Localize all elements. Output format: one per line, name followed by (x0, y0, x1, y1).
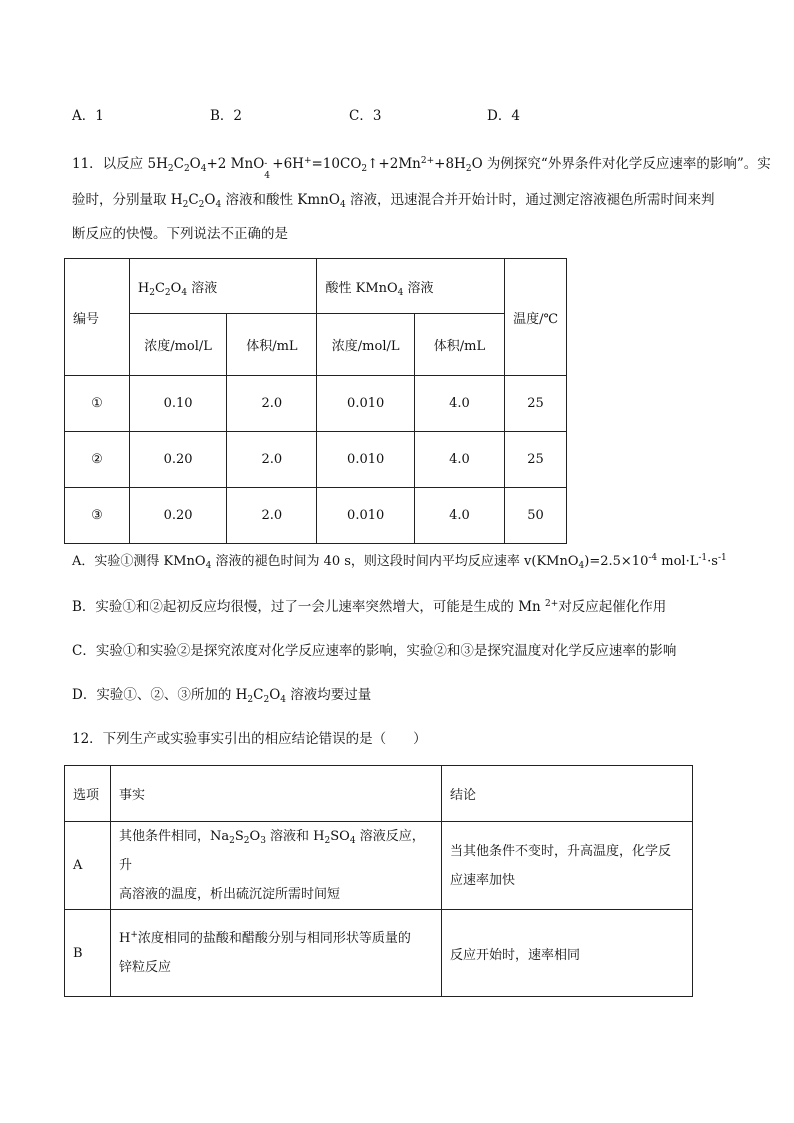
header-number: 编号 (65, 259, 130, 376)
cell: 0.010 (317, 432, 414, 488)
cell: 0.10 (129, 376, 226, 432)
header-fact: 事实 (111, 766, 442, 822)
subheader-concentration-2: 浓度/mol/L (317, 314, 414, 376)
cell-option: B (65, 910, 111, 997)
cell: 0.20 (129, 488, 226, 544)
facts-table (64, 765, 693, 997)
cell: 25 (505, 432, 567, 488)
cell: 0.010 (317, 488, 414, 544)
cell-conclusion: 当其他条件不变时，升高温度，化学反 应速率加快 (442, 822, 693, 910)
cell: 4.0 (414, 376, 504, 432)
cell: 4.0 (414, 432, 504, 488)
header-conclusion: 结论 (442, 766, 693, 822)
cell-option: A (65, 822, 111, 910)
table-row (65, 488, 567, 544)
experiment-table (64, 258, 567, 544)
cell: 0.20 (129, 432, 226, 488)
header-kmno4-group: 酸性 KMnO$_4$ 溶液 (317, 259, 505, 314)
cell: ③ (65, 488, 130, 544)
q11-line-1: 11．以反应 $5H_2C_2O_4+2$ MnO - 4 $+6H^+=10CO_2↑+2Mn^{2+}+8H_2O$ 为例探究“外界条件对化学反应速率的影响”。实 (72, 156, 771, 181)
option-d-prev: D．4 (487, 108, 520, 124)
cell: 0.010 (317, 376, 414, 432)
subheader-volume-1: 体积/mL (227, 314, 317, 376)
cell: 2.0 (227, 376, 317, 432)
cell: ② (65, 432, 130, 488)
q11-line-2: 验时，分别量取 $H_2C_2O_4$ 溶液和酸性 KmnO$_4$ 溶液，迅速混合并开始计时，通过测定溶液褪色所需时间来判 (72, 192, 715, 210)
table-row (65, 910, 693, 997)
cell: 50 (505, 488, 567, 544)
header-oxalic-group: $H_2C_2O_4$ 溶液 (129, 259, 317, 314)
header-temperature: 温度/℃ (505, 259, 567, 376)
option-c-prev: C．3 (349, 108, 382, 124)
q11-option-a: A．实验①测得 KMnO$_4$ 溶液的褪色时间为 40 s，则这段时间内平均反应速率 $v(KMnO_4)=2.5\times 10^{-4}$ $mol\cdot L^{-1}\cdot s^{-1}$ (72, 553, 727, 571)
cell-fact: H+浓度相同的盐酸和醋酸分别与相同形状等质量的 锌粒反应 (111, 910, 442, 997)
subheader-volume-2: 体积/mL (414, 314, 504, 376)
cell: 4.0 (414, 488, 504, 544)
table-row (65, 432, 567, 488)
table-row (65, 376, 567, 432)
q11-option-c: C．实验①和实验②是探究浓度对化学反应速率的影响，实验②和③是探究温度对化学反应速率的影响 (72, 643, 677, 659)
q12-title: 12．下列生产或实验事实引出的相应结论错误的是（ ） (72, 731, 427, 747)
subheader-concentration-1: 浓度/mol/L (129, 314, 226, 376)
cell-fact: 其他条件相同，$Na_2S_2O_3$ 溶液和 $H_2SO_4$ 溶液反应，升 高溶液的温度，析出硫沉淀所需时间短 (111, 822, 442, 910)
header-option: 选项 (65, 766, 111, 822)
option-b-prev: B．2 (210, 108, 243, 124)
cell: 25 (505, 376, 567, 432)
q11-option-d: D．实验①、②、③所加的 $H_2C_2O_4$ 溶液均要过量 (72, 687, 372, 705)
cell: 2.0 (227, 488, 317, 544)
table-row (65, 822, 693, 910)
cell: 2.0 (227, 432, 317, 488)
cell: ① (65, 376, 130, 432)
q11-line-3: 断反应的快慢。下列说法不正确的是 (72, 226, 288, 242)
option-a-prev: A．1 (72, 108, 104, 124)
q11-option-b: B．实验①和②起初反应均很慢，过了一会儿速率突然增大，可能是生成的 Mn $^{2+}$对反应起催化作用 (72, 599, 667, 615)
cell-conclusion: 反应开始时，速率相同 (442, 910, 693, 997)
